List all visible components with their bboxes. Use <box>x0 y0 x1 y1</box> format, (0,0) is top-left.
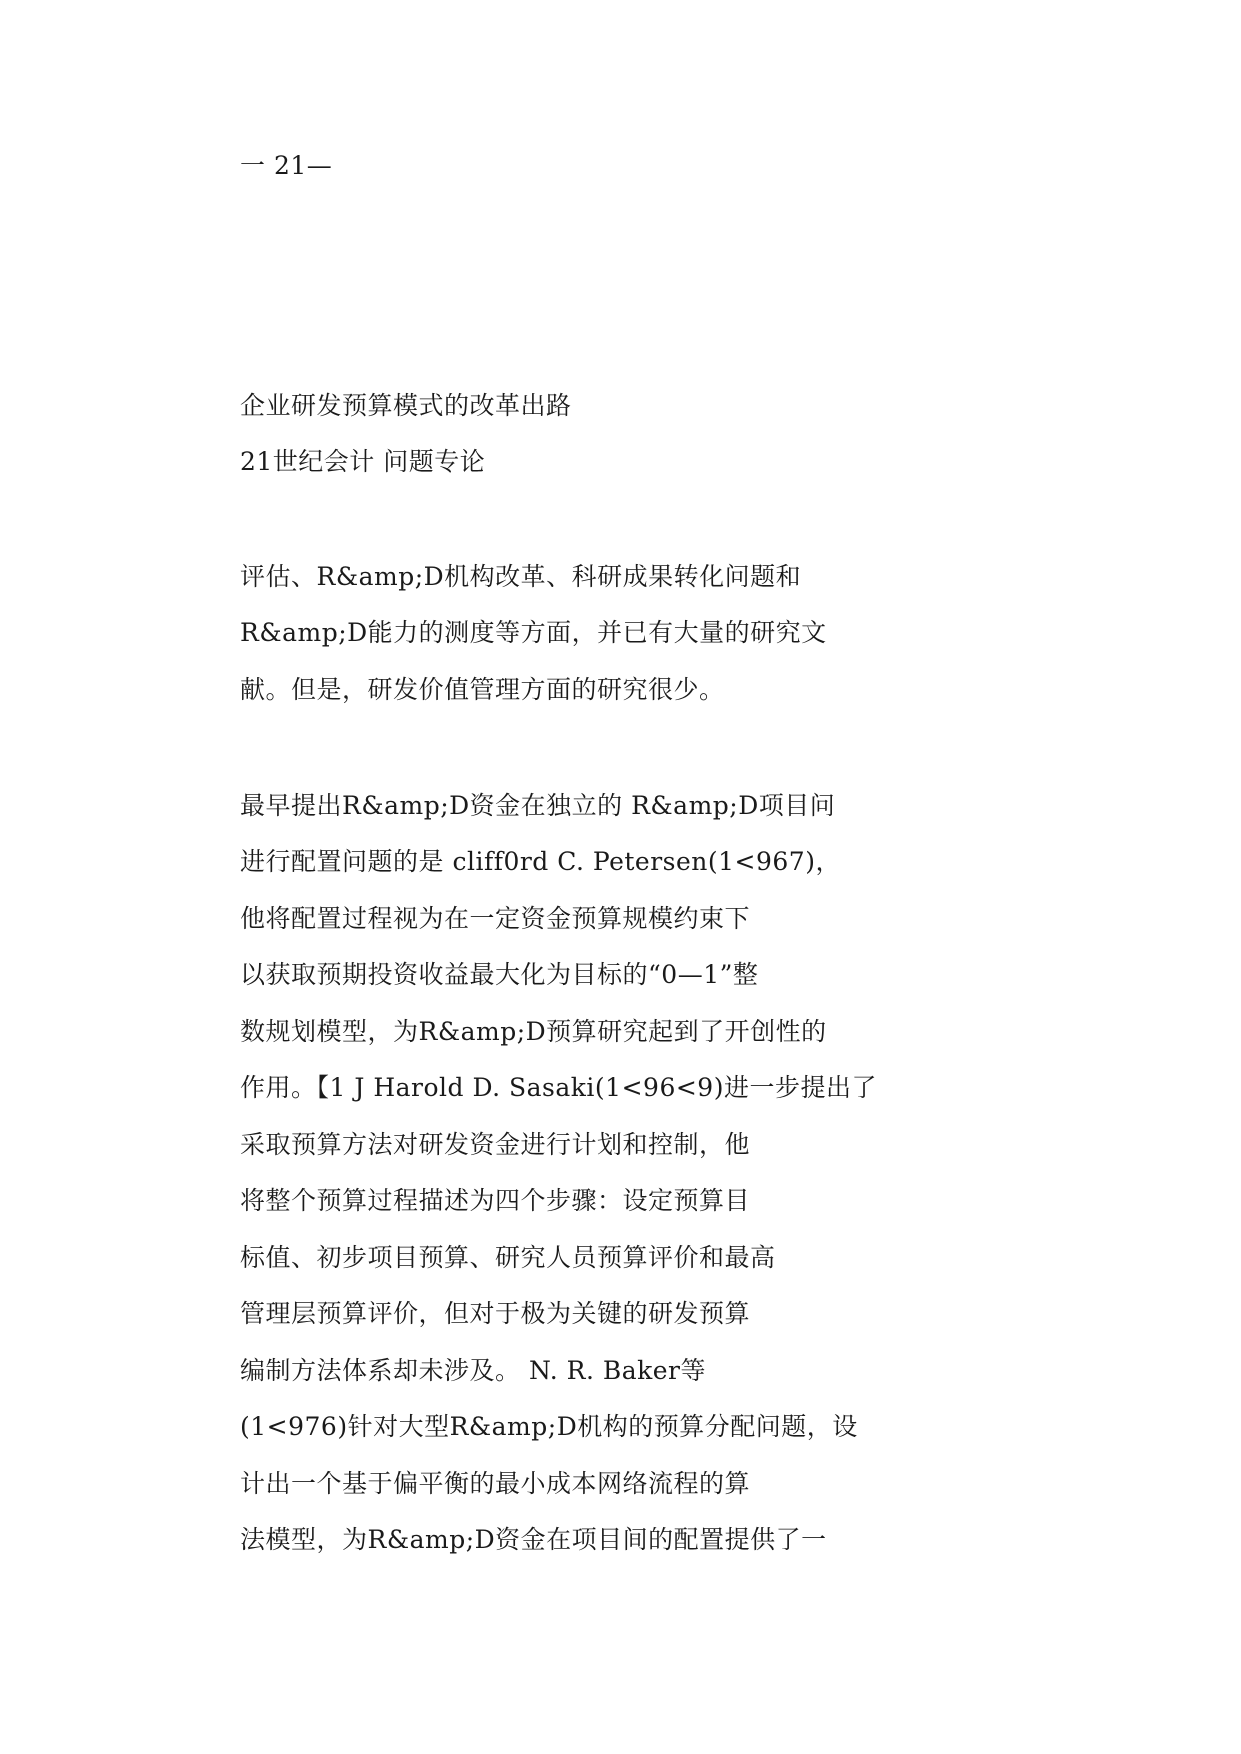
paragraph-line: 标值、初步项目预算、研究人员预算评价和最高 <box>240 1243 776 1272</box>
paragraph-line: 将整个预算过程描述为四个步骤：设定预算目 <box>240 1186 751 1215</box>
paragraph-line: 计出一个基于偏平衡的最小成本网络流程的算 <box>240 1469 751 1498</box>
page-number: 一 21— <box>240 151 333 180</box>
paragraph-line: R&amp;D能力的测度等方面，并已有大量的研究文 <box>240 618 827 647</box>
paragraph-line: 数规划模型，为R&amp;D预算研究起到了开创性的 <box>240 1017 827 1046</box>
paragraph-line: 管理层预算评价，但对于极为关键的研发预算 <box>240 1299 751 1328</box>
paragraph-line: 采取预算方法对研发资金进行计划和控制，他 <box>240 1130 751 1159</box>
paragraph-line: (1<976)针对大型R&amp;D机构的预算分配问题，设 <box>240 1412 858 1441</box>
paragraph-line: 最早提出R&amp;D资金在独立的 R&amp;D项目问 <box>240 791 836 820</box>
article-title: 企业研发预算模式的改革出路 <box>240 391 572 420</box>
paragraph-line: 进行配置问题的是 cliff0rd C. Petersen(1<967)， <box>240 847 841 876</box>
paragraph-line: 法模型，为R&amp;D资金在项目间的配置提供了一 <box>240 1525 827 1554</box>
paragraph-line: 评估、R&amp;D机构改革、科研成果转化问题和 <box>240 562 802 591</box>
paragraph-line: 作用。【1 J Harold D. Sasaki(1<96<9)进一步提出了 <box>240 1073 877 1102</box>
paragraph-line: 以获取预期投资收益最大化为目标的“0—1”整 <box>240 960 759 989</box>
paragraph-line: 编制方法体系却未涉及。 N. R. Baker等 <box>240 1356 707 1385</box>
paragraph-line: 他将配置过程视为在一定资金预算规模约束下 <box>240 904 751 933</box>
column-heading: 21世纪会计 问题专论 <box>240 447 486 476</box>
paragraph-line: 献。但是，研发价值管理方面的研究很少。 <box>240 675 725 704</box>
